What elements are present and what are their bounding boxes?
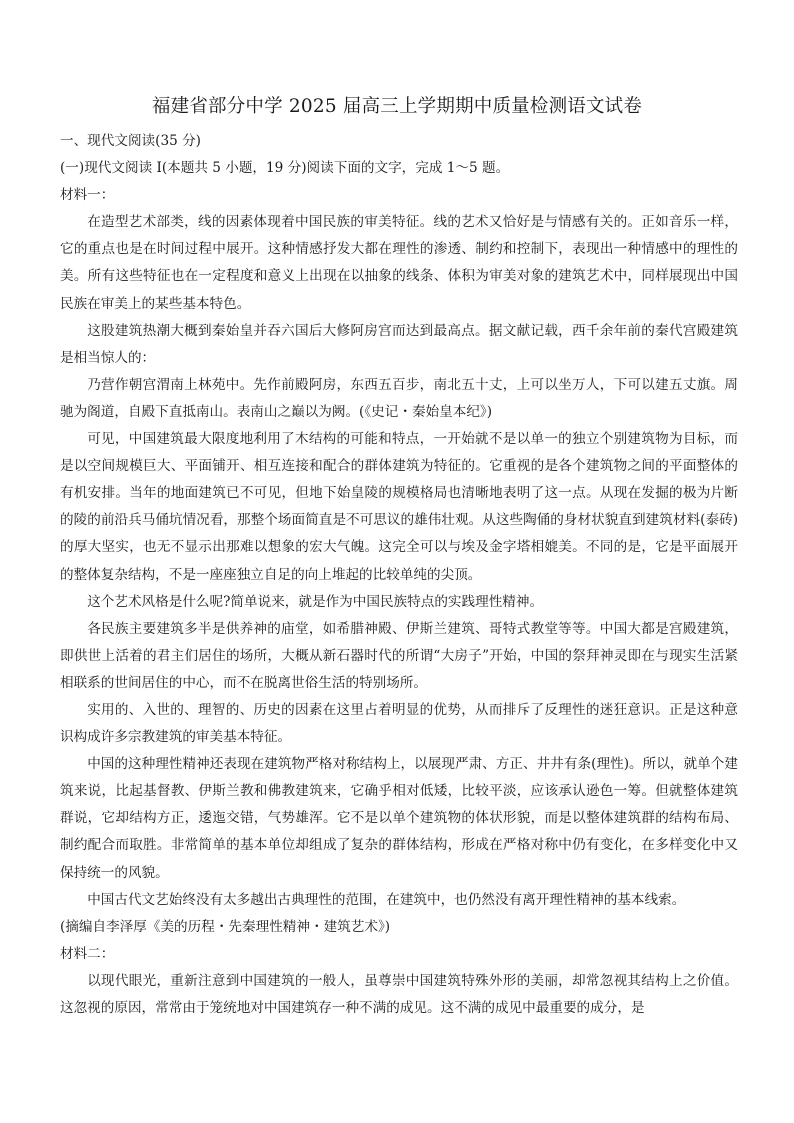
paragraph: 中国的这种理性精神还表现在建筑物严格对称结构上，以展现严肃、方正、井井有条(理性)。所以，就单个建筑来说，比起基督教、伊斯兰教和佛教建筑来，它确乎相对低矮，比较平淡，应该承认逊色一筹。但就整体建筑群说，它却结构方正，逶迤交错，气势雄浑。它不是以单个建筑物的体状形貌，而是以整体建筑群的结构布局、制约配合而取胜。非常简单的基本单位却组成了复杂的群体结构，形成在严格对称中仍有变化，在多样变化中又保持统一的风貌。 [60,756,738,881]
paragraph: 可见，中国建筑最大限度地利用了木结构的可能和特点，一开始就不是以单一的独立个别建筑物为目标，而是以空间规模巨大、平面铺开、相互连接和配合的群体建筑为特征的。它重视的是各个建筑物之间的平面整体的有机安排。当年的地面建筑已不可见，但地下始皇陵的规模格局也清晰地表明了这一点。从现在发掘的极为片断的陵的前沿兵马俑坑情况看，那整个场面简直是不可思议的雄伟壮观。从这些陶俑的身材状貌直到建筑材料(泰砖)的厚大坚实，也无不显示出那难以想象的宏大气魄。这完全可以与埃及金字塔相媲美。不同的是，它是平面展开的整体复杂结构，不是一座座独立自足的向上堆起的比较单纯的尖顶。 [60,431,738,583]
paragraph: 各民族主要建筑多半是供养神的庙堂，如希腊神殿、伊斯兰建筑、哥特式教堂等等。中国大都是宫殿建筑，即供世上活着的君主们居住的场所，大概从新石器时代的所谓“大房子”开始，中国的祭拜神灵即在与现实生活紧相联系的世间居住的中心，而不在脱离世俗生活的特别场所。 [60,620,738,691]
material-label: 材料一： [60,187,115,204]
document-body [60,128,738,1022]
paragraph: 在造型艺术部类，线的因素体现着中国民族的审美特征。线的艺术又恰好是与情感有关的。正如音乐一样，它的重点也是在时间过程中展开。这种情感抒发大都在理性的渗透、制约和控制下，表现出一种情感中的理性的美。所有这些特征也在一定程度和意义上出现在以抽象的线条、体积为审美对象的建筑艺术中，同样展现出中国民族在审美上的某些基本特色。 [60,214,738,312]
paragraph: 实用的、入世的、理智的、历史的因素在这里占着明显的优势，从而排斥了反理性的迷狂意识。正是这种意识构成许多宗教建筑的审美基本特征。 [60,701,738,746]
page-title: 福建省部分中学 2025 届高三上学期期中质量检测语文试卷 [151,96,643,117]
paragraph: 以现代眼光，重新注意到中国建筑的一般人，虽尊崇中国建筑特殊外形的美丽，却常忽视其结构上之价值。这忽视的原因，常常由于笼统地对中国建筑存一种不满的成见。这不满的成见中最重要的成分，是 [60,972,738,1016]
paragraph: 这个艺术风格是什么呢?简单说来，就是作为中国民族特点的实践理性精神。 [87,593,544,610]
paragraph: 中国古代文艺始终没有太多越出古典理性的范围，在建筑中，也仍然没有离开理性精神的基本线索。 [87,891,686,908]
subsection-heading: (一)现代文阅读 I(本题共 5 小题，19 分)阅读下面的文字，完成 1～5 题。 [60,160,510,177]
paragraph: 这股建筑热潮大概到秦始皇并吞六国后大修阿房宫而达到最高点。据文献记载，西千余年前的秦代宫殿建筑是相当惊人的： [60,322,738,366]
section-heading: 一、现代文阅读(35 分) [60,133,201,149]
source-note: (摘编自李泽厚《美的历程・先秦理性精神・建筑艺术》) [60,918,391,935]
quote-paragraph: 乃营作朝宫渭南上林苑中。先作前殿阿房，东西五百步，南北五十丈，上可以坐万人，下可以建五丈旗。周驰为阁道，自殿下直抵南山。表南山之巅以为阙。(《史记・秦始皇本纪》) [60,376,738,420]
material-label: 材料二： [60,945,115,962]
